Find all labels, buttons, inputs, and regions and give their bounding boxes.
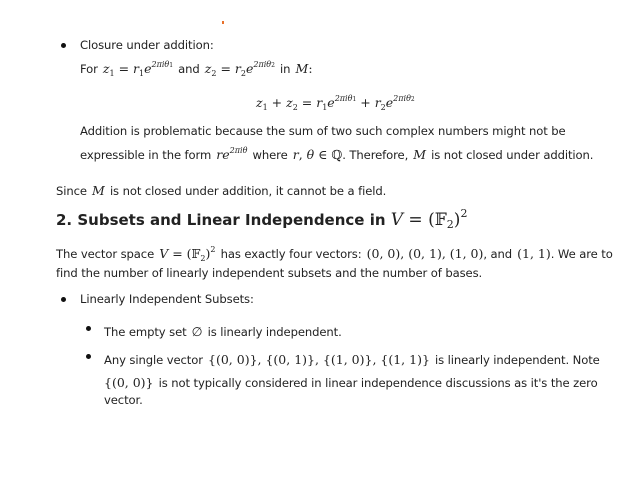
field-conclusion: Since M is not closed under addition, it cannot be a field. [56, 183, 387, 198]
empty-set-item: The empty set ∅ is linearly independent. [104, 324, 342, 339]
vector-space-line-2: find the number of linearly independent subsets and the number of bases. [56, 266, 483, 280]
bullet-icon [61, 43, 66, 48]
bullet-icon [86, 354, 91, 359]
problem-line-2: expressible in the form $re^{2\pi i\theta}$ where r, θ ∈ ℚ. Therefore, M is not closed under addition. [80, 146, 594, 162]
subsets-heading: Linearly Independent Subsets: [80, 292, 254, 306]
bullet-icon [61, 297, 66, 302]
section-2-heading: 2. Subsets and Linear Independence in V = (𝔽2)$^2$ [56, 207, 468, 231]
sum-equation: $z_1 + z_2 = r_1e^{2\pi i\theta 1} + r_2e^{2\pi i\theta 2}$ [256, 94, 415, 112]
problem-line-1: Addition is problematic because the sum of two such complex numbers might not be [80, 124, 566, 138]
single-vector-line-2: {(0, 0)} is not typically considered in linear independence discussions as it's the zero [104, 375, 598, 390]
vector-space-line-1: The vector space V = (𝔽$_2$)$^2$ has exactly four vectors: (0, 0), (0, 1), (1, 0), and (1, 1). We are to [56, 245, 613, 263]
single-vector-line-3: vector. [104, 393, 143, 407]
bullet-icon [86, 326, 91, 331]
closure-intro-line: For $z_1 = r_1e^{2\pi i\theta 1}$ and $z_2 = r_2e^{2\pi i\theta 2}$ in M: [80, 60, 313, 78]
closure-heading: Closure under addition: [80, 38, 214, 52]
single-vector-line-1: Any single vector {(0, 0)}, {(0, 1)}, {(1, 0)}, {(1, 1)} is linearly independent. Note [104, 352, 600, 367]
decorative-dot [222, 21, 224, 24]
